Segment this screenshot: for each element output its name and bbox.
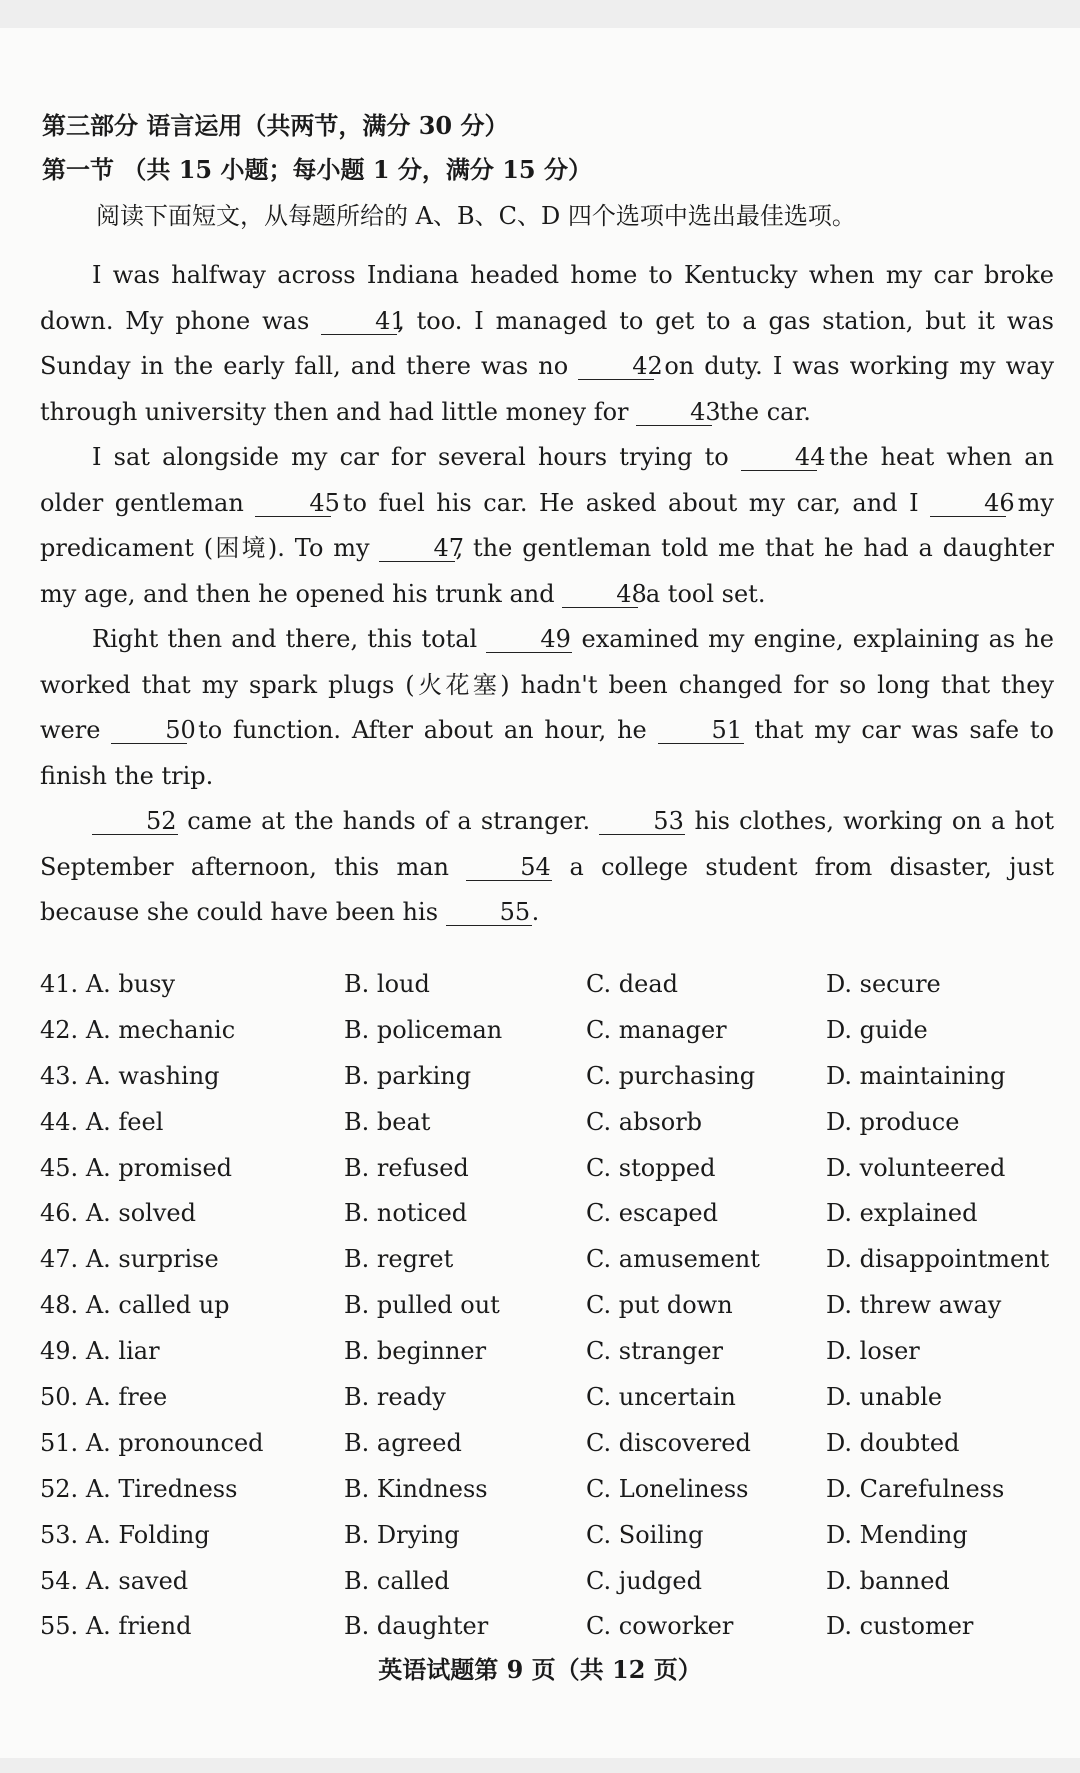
option-c: C. stranger	[586, 1337, 724, 1366]
option-d: D. explained	[826, 1199, 978, 1228]
option-d: D. disappointment	[826, 1245, 1050, 1274]
passage-text: came at the hands of a stranger.	[178, 807, 600, 835]
paragraph-2	[40, 435, 1054, 617]
passage-text: his clothes, working on a hot September afternoon, this man	[40, 807, 1054, 881]
paragraph-1	[40, 253, 1054, 435]
question-49	[40, 1337, 1060, 1383]
blank-42: 42	[578, 353, 654, 380]
option-a	[40, 1521, 210, 1549]
question-47	[40, 1245, 1060, 1291]
passage-text: the heat when an older gentleman	[40, 443, 1055, 517]
question-54	[40, 1567, 1060, 1613]
option-a	[40, 1383, 167, 1411]
question-number: 51.	[40, 1428, 79, 1457]
option-a-text: A. busy	[85, 970, 176, 998]
question-number: 46.	[40, 1199, 79, 1228]
question-45	[40, 1154, 1060, 1200]
passage-text: a college student from disaster, just because she could have been his	[40, 852, 1054, 926]
blank-54: 54	[466, 854, 552, 881]
question-number: 43.	[40, 1061, 79, 1090]
question-number: 45.	[40, 1153, 79, 1182]
option-a	[40, 1062, 220, 1090]
part-heading: 第三部分 语言运用（共两节，满分 30 分）	[42, 111, 509, 140]
blank-45: 45	[255, 490, 331, 517]
option-d: D. Carefulness	[826, 1474, 1005, 1503]
passage-text: to function. After about an hour, he	[187, 716, 658, 744]
question-51	[40, 1429, 1060, 1475]
blank-44: 44	[741, 444, 817, 471]
option-b: B. refused	[344, 1153, 469, 1182]
option-a-text: A. solved	[85, 1199, 196, 1228]
question-52	[40, 1475, 1060, 1521]
passage-text: to fuel his car. He asked about my car, and I	[331, 488, 931, 517]
option-d: D. volunteered	[826, 1153, 1006, 1182]
option-b: B. Drying	[344, 1520, 460, 1549]
question-number: 41.	[40, 970, 79, 998]
option-a	[40, 1429, 264, 1457]
question-number: 52.	[40, 1474, 79, 1503]
passage-text: my predicament (困境). To my	[40, 488, 1054, 562]
option-d: D. customer	[826, 1612, 974, 1641]
option-b: B. loud	[344, 970, 430, 998]
question-50	[40, 1383, 1060, 1429]
passage-text: Right then and there, this total	[92, 625, 487, 653]
option-c: C. absorb	[586, 1107, 703, 1136]
option-d: D. maintaining	[826, 1061, 1006, 1090]
passage-text: on duty. I was working my way through university then and had little money for	[40, 352, 1054, 426]
instruction-text: 阅读下面短文，从每题所给的 A、B、C、D 四个选项中选出最佳选项。	[96, 202, 856, 230]
option-b: B. beginner	[344, 1337, 487, 1366]
option-b: B. Kindness	[344, 1474, 488, 1503]
option-b: B. agreed	[344, 1428, 462, 1457]
question-44	[40, 1108, 1060, 1154]
blank-46: 46	[930, 490, 1006, 517]
option-a	[40, 1337, 160, 1365]
option-d: D. guide	[826, 1015, 928, 1044]
option-b: B. called	[344, 1566, 450, 1595]
blank-48: 48	[562, 581, 638, 608]
option-a-text: A. pronounced	[85, 1428, 264, 1457]
option-a	[40, 1016, 235, 1044]
option-a-text: A. mechanic	[85, 1015, 236, 1044]
question-number: 49.	[40, 1337, 79, 1366]
question-42	[40, 1016, 1060, 1062]
blank-52: 52	[92, 808, 178, 835]
option-a-text: A. Tiredness	[85, 1474, 238, 1503]
option-c: C. dead	[586, 970, 679, 998]
option-c: C. escaped	[586, 1199, 718, 1228]
section-heading: 第一节 （共 15 小题；每小题 1 分，满分 15 分）	[42, 155, 592, 184]
option-c: C. judged	[586, 1566, 702, 1595]
question-46	[40, 1199, 1060, 1245]
question-41	[40, 970, 1060, 1016]
option-d: D. Mending	[826, 1520, 968, 1549]
option-b: B. beat	[344, 1107, 431, 1136]
option-a	[40, 1245, 219, 1273]
option-b: B. pulled out	[344, 1291, 500, 1320]
option-c: C. discovered	[586, 1428, 751, 1457]
option-a-text: A. saved	[85, 1566, 189, 1595]
blank-51: 51	[658, 717, 744, 744]
question-number: 44.	[40, 1107, 79, 1136]
option-a	[40, 1154, 232, 1182]
passage-text: examined my engine, explaining as he worked that my spark plugs (火花塞) hadn't been changed for so long that they were	[40, 625, 1054, 744]
option-a	[40, 1108, 163, 1136]
option-a	[40, 1199, 196, 1227]
option-a-text: A. free	[85, 1383, 168, 1412]
option-a	[40, 1567, 188, 1595]
passage-text: the car.	[712, 397, 811, 426]
option-c: C. put down	[586, 1291, 733, 1320]
blank-43: 43	[636, 399, 712, 426]
question-number: 54.	[40, 1566, 79, 1595]
option-d: D. doubted	[826, 1428, 960, 1457]
option-b: B. ready	[344, 1383, 446, 1412]
question-number: 48.	[40, 1291, 79, 1320]
question-48	[40, 1291, 1060, 1337]
blank-50: 50	[111, 717, 187, 744]
option-a-text: A. promised	[85, 1153, 233, 1182]
option-a	[40, 1475, 237, 1503]
question-number: 50.	[40, 1383, 79, 1412]
option-d: D. secure	[826, 970, 941, 998]
passage-text: I sat alongside my car for several hours trying to	[92, 443, 741, 471]
option-b: B. policeman	[344, 1015, 503, 1044]
option-d: D. produce	[826, 1107, 960, 1136]
question-number: 42.	[40, 1015, 79, 1044]
option-a	[40, 970, 175, 998]
question-number: 47.	[40, 1245, 79, 1274]
option-c: C. manager	[586, 1015, 727, 1044]
answer-options	[40, 970, 1060, 1658]
passage-text: a tool set.	[638, 579, 766, 608]
cloze-passage	[40, 253, 1054, 936]
blank-47: 47	[379, 535, 455, 562]
option-a-text: A. washing	[85, 1061, 220, 1090]
paragraph-3	[40, 617, 1054, 799]
option-c: C. purchasing	[586, 1061, 756, 1090]
option-c: C. amusement	[586, 1245, 760, 1274]
option-c: C. uncertain	[586, 1383, 736, 1412]
passage-text: .	[531, 898, 540, 926]
option-b: B. parking	[344, 1061, 472, 1090]
option-d: D. loser	[826, 1337, 920, 1366]
question-53	[40, 1521, 1060, 1567]
option-a-text: A. surprise	[85, 1245, 219, 1274]
option-c: C. Soiling	[586, 1520, 704, 1549]
question-43	[40, 1062, 1060, 1108]
question-number: 53.	[40, 1520, 79, 1549]
blank-49: 49	[486, 626, 572, 653]
option-a-text: A. friend	[85, 1612, 192, 1641]
passage-text: that my car was safe to finish the trip.	[40, 716, 1054, 790]
option-b: B. regret	[344, 1245, 454, 1274]
blank-53: 53	[599, 808, 685, 835]
option-b: B. noticed	[344, 1199, 468, 1228]
option-c: C. coworker	[586, 1612, 734, 1641]
option-c: C. stopped	[586, 1153, 716, 1182]
page-footer: 英语试题第 9 页（共 12 页）	[378, 1655, 702, 1684]
passage-text: , too. I managed to get to a gas station, but it was Sunday in the early fall, and there was no	[40, 306, 1054, 380]
blank-55: 55	[446, 899, 532, 926]
option-a-text: A. called up	[85, 1291, 230, 1320]
option-d: D. threw away	[826, 1291, 1002, 1320]
option-a-text: A. liar	[85, 1337, 160, 1366]
question-number: 55.	[40, 1612, 79, 1641]
option-a	[40, 1291, 230, 1319]
option-a-text: A. Folding	[85, 1520, 210, 1549]
option-d: D. unable	[826, 1383, 943, 1412]
option-b: B. daughter	[344, 1612, 489, 1641]
passage-text: I was halfway across Indiana headed home to Kentucky when my car broke down. My phone was	[40, 261, 1054, 335]
blank-41: 41	[321, 308, 397, 335]
passage-text: , the gentleman told me that he had a daughter my age, and then he opened his trunk and	[40, 534, 1054, 608]
option-d: D. banned	[826, 1566, 950, 1595]
option-c: C. Loneliness	[586, 1474, 749, 1503]
exam-page	[0, 28, 1080, 1758]
option-a	[40, 1612, 191, 1640]
option-a-text: A. feel	[85, 1107, 164, 1136]
paragraph-4	[40, 799, 1054, 936]
